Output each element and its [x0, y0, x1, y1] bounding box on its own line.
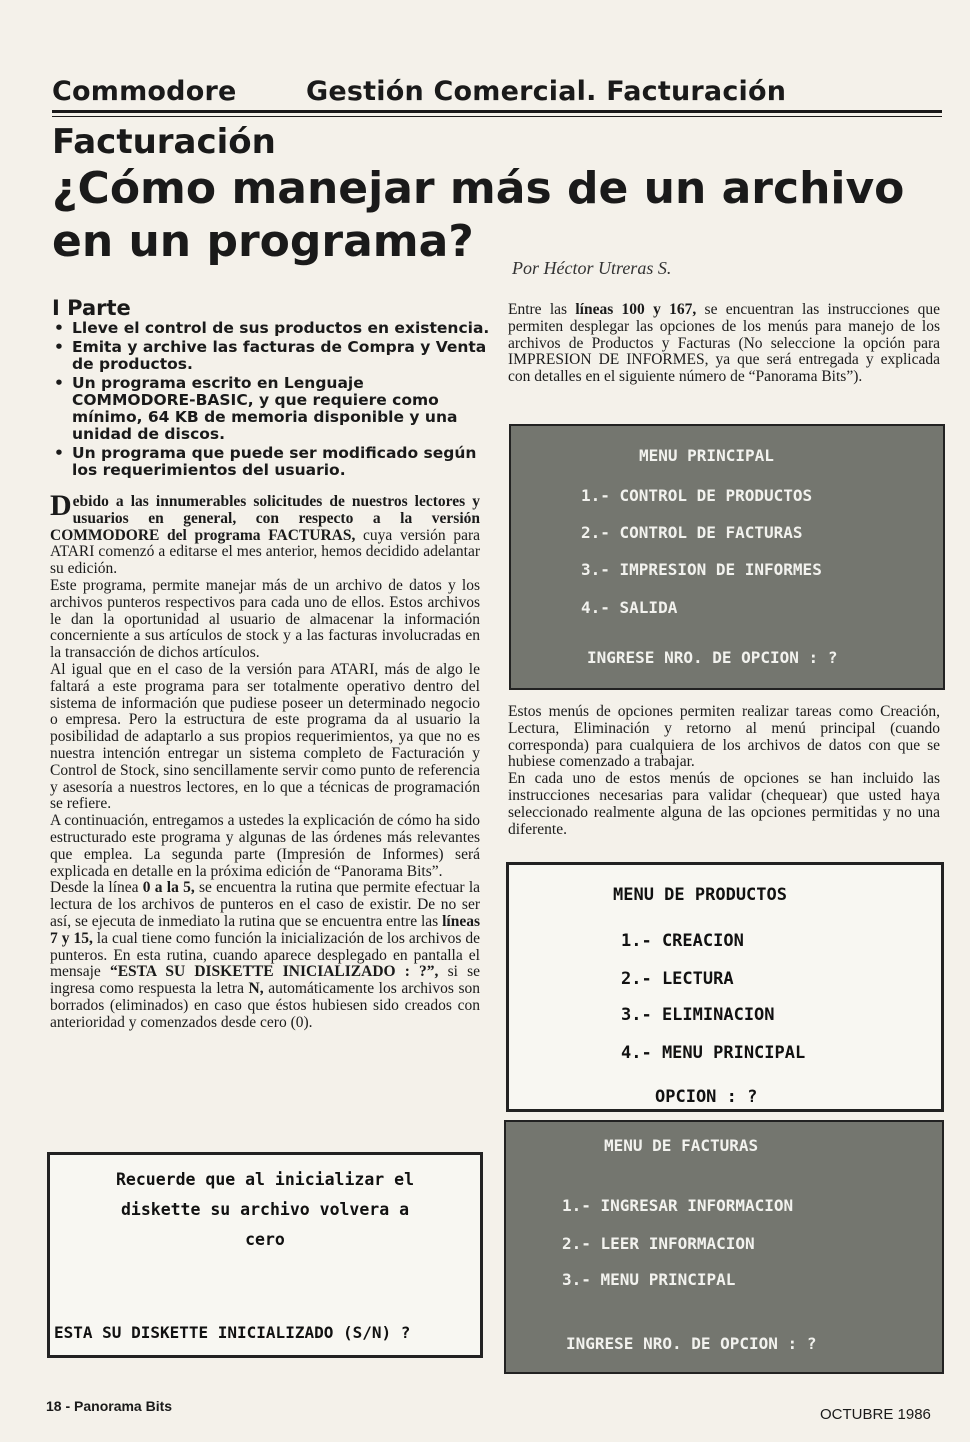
article-title: ¿Cómo manejar más de un archivo en un programa? — [52, 163, 905, 267]
feature-list — [52, 320, 492, 481]
text-run: se encuentran las instrucciones que permiten desplegar las opciones de los menús para manejo de los archivos de Productos y Facturas (No seleccione la opción para IMPRESION DE INFORMES, ya que será entregada y explicada con detalles en el siguiente número de “Panorama Bits”). — [508, 301, 940, 386]
bold-run: “ESTA SU DISKETTE INICIALIZADO : ?”, — [109, 963, 439, 981]
bold-run: N, — [248, 980, 264, 998]
intro-paragraph — [50, 489, 480, 578]
menu-option: 1.- INGRESAR INFORMACION — [562, 1196, 794, 1215]
body-paragraph: Este programa, permite manejar más de un archivo de datos y los archivos punteros respectivos para cada uno de ellos. Estos archivos le dan la oportunidad al usuario de almacenar la información concerniente a sus artículos de stock y a las facturas involucradas en la transacción de dichos artículos. — [50, 576, 480, 662]
menu-option: 4.- MENU PRINCIPAL — [621, 1043, 806, 1063]
intro-rest: cuya versión para ATARI comenzó a editarse el mes anterior, hemos decidido adelantar su edición. — [50, 526, 480, 578]
screen-title: MENU DE FACTURAS — [604, 1136, 759, 1155]
article-body-right-2 — [508, 704, 940, 838]
text-run: la cual tiene como función la inicialización de los archivos de punteros. En esta rutina, cuando aparece desplegado en pantalla el mensaje — [50, 929, 481, 981]
menu-facturas-screen — [504, 1120, 944, 1374]
text-run: si se ingresa como respuesta la letra — [50, 963, 481, 998]
menu-option: 3.- ELIMINACION — [621, 1005, 775, 1025]
article-body-right-1 — [508, 302, 940, 386]
header-rule-thin — [52, 116, 942, 117]
screen-prompt: OPCION : ? — [655, 1087, 758, 1107]
feature-item: • Emita y archive las facturas de Compra y Venta de productos. — [52, 339, 492, 373]
note-line: diskette su archivo volvera a — [120, 1200, 410, 1219]
text-run: se encuentra la rutina que permite efectuar la lectura de los archivos de punteros en el caso de existir. De no ser así, se ejecuta de inmediato la rutina que se encuentra entre las — [50, 879, 481, 930]
menu-option: 1.- CONTROL DE PRODUCTOS — [581, 486, 813, 505]
menu-option: 2.- LEER INFORMACION — [562, 1234, 755, 1253]
body-paragraph: Estos menús de opciones permiten realizar tareas como Creación, Lectura, Eliminación y retorno al menú principal (cuando corresponda) para cualquiera de los archivos de datos con que se hubiese comenzado a trabajar. — [508, 703, 940, 771]
drop-cap: D — [50, 489, 72, 522]
menu-option: 4.- SALIDA — [581, 598, 678, 617]
feature-item: • Un programa escrito en Lenguaje COMMODORE-BASIC, y que requiere como mínimo, 64 KB de memoria disponible y una unidad de discos. — [52, 375, 492, 443]
menu-option: 1.- CREACION — [621, 931, 744, 951]
menu-option: 2.- LECTURA — [621, 969, 734, 989]
lead-text: ebido a las innumerables solicitudes de nuestros lectores y usuarios en general, con respecto a la versión COMMODORE del programa FACTURAS, — [50, 493, 480, 544]
bold-run: líneas 7 y 15, — [50, 912, 480, 947]
byline: Por Héctor Utreras S. — [512, 258, 672, 278]
diskette-screen — [47, 1152, 483, 1358]
body-paragraph — [508, 302, 940, 386]
magazine-brand: Commodore — [52, 76, 237, 107]
menu-principal-screen — [509, 424, 945, 690]
menu-option: 2.- CONTROL DE FACTURAS — [581, 523, 803, 542]
body-paragraph: Al igual que en el caso de la versión para ATARI, más de algo le faltará a este programa para ser totalmente operativo dentro del sistema de información que pudiese poseer un determinado negocio o empresa. Pero la estructura de este programa da al usuario la posibilidad de adaptarlo a sus propios requerimientos, ya que no es nuestra intención entregar un sistema completo de Facturación y Control de Stock, sino sencillamente servir como punto de referencia y asesoría a nuestros lectores, en lo que a técnicas de programación se refiere. — [50, 660, 480, 813]
screen-title: MENU PRINCIPAL — [639, 446, 774, 465]
feature-item: • Lleve el control de sus productos en existencia. — [52, 320, 492, 337]
article-body-left — [50, 489, 481, 1032]
menu-option: 3.- IMPRESION DE INFORMES — [581, 560, 822, 579]
note-line: cero — [245, 1230, 285, 1249]
article-category: Facturación — [52, 122, 276, 162]
screen-prompt: INGRESE NRO. DE OPCION : ? — [566, 1334, 817, 1353]
body-paragraph — [50, 880, 480, 1031]
diskette-prompt: ESTA SU DISKETTE INICIALIZADO (S/N) ? — [54, 1323, 411, 1342]
screen-prompt: INGRESE NRO. DE OPCION : ? — [587, 648, 838, 667]
feature-item: • Un programa que puede ser modificado según los requerimientos del usuario. — [52, 445, 492, 479]
bold-run: líneas 100 y 167, — [575, 301, 697, 318]
diskette-note — [50, 1165, 480, 1255]
text-run: Entre las — [508, 301, 576, 318]
header-rule — [52, 110, 942, 113]
note-line: Recuerde que al inicializar el — [115, 1170, 414, 1189]
bold-run: 0 a la 5, — [142, 879, 195, 897]
page-number: 18 - Panorama Bits — [46, 1398, 173, 1414]
screen-title: MENU DE PRODUCTOS — [613, 885, 787, 905]
issue-date: OCTUBRE 1986 — [820, 1406, 931, 1423]
body-paragraph: A continuación, entregamos a ustedes la explicación de cómo ha sido estructurado este programa y algunas de las órdenes más relevantes que emplea. La segunda parte (Impresión de Informes) será explicada en detalle en la próxima edición de “Panorama Bits”. — [50, 812, 480, 880]
part-label: I Parte — [52, 296, 131, 320]
text-run: Desde la línea — [50, 879, 143, 897]
text-run: automáticamente los archivos son borrados (eliminados) en caso que éstos hubiesen sido creados con anterioridad y comenzados desde cero (0). — [50, 980, 480, 1031]
menu-productos-screen — [506, 862, 944, 1112]
body-paragraph: En cada uno de estos menús de opciones se han incluido las instrucciones necesarias para validar (chequear) que usted haya seleccionado realmente alguna de las opciones permitidas y no una diferente. — [508, 770, 940, 838]
menu-option: 3.- MENU PRINCIPAL — [562, 1270, 736, 1289]
section-title: Gestión Comercial. Facturación — [306, 76, 787, 107]
